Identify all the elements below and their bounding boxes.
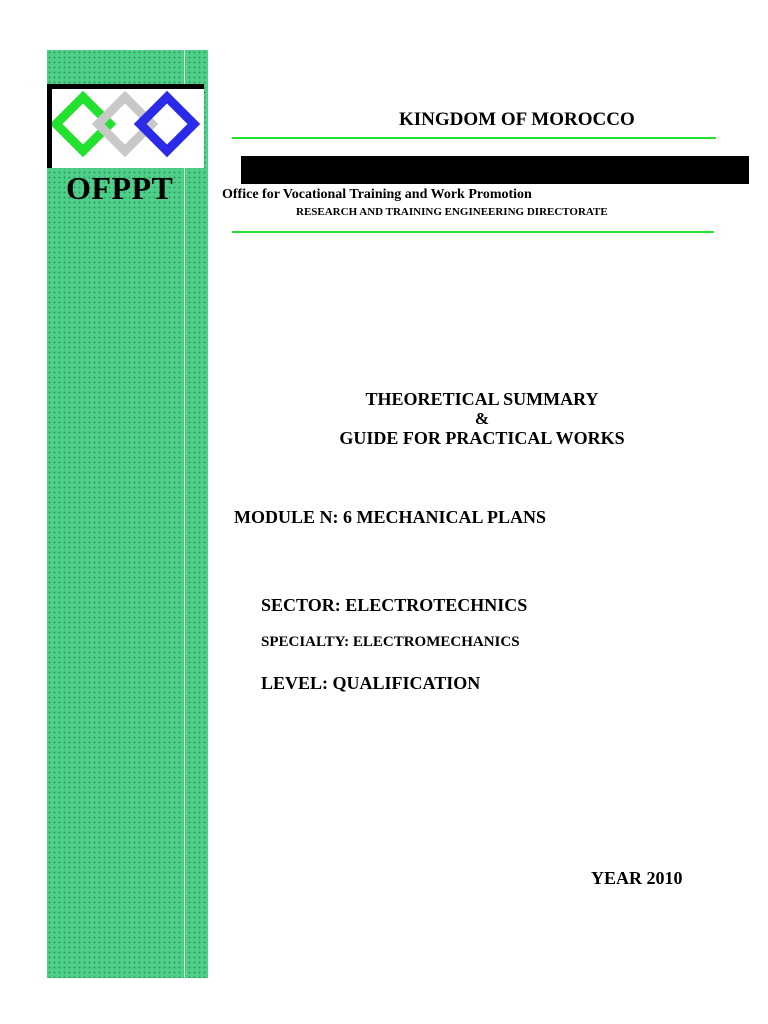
- black-header-bar: [241, 156, 749, 184]
- directorate-name: RESEARCH AND TRAINING ENGINEERING DIRECTORATE: [296, 206, 608, 218]
- document-title-ampersand: &: [474, 409, 490, 428]
- top-green-rule: [232, 137, 716, 139]
- office-name: Office for Vocational Training and Work Promotion: [222, 187, 532, 202]
- specialty-label: SPECIALTY: ELECTROMECHANICS: [261, 634, 520, 650]
- side-band-divider: [184, 50, 185, 978]
- document-title-line-1: THEORETICAL SUMMARY: [365, 389, 599, 409]
- ofppt-chain-logo-icon: [52, 89, 208, 167]
- logo-text: OFPPT: [66, 170, 174, 206]
- bottom-green-rule: [232, 231, 714, 233]
- document-title-line-3: GUIDE FOR PRACTICAL WORKS: [339, 428, 625, 448]
- module-label: MODULE N: 6 MECHANICAL PLANS: [234, 507, 547, 527]
- level-label: LEVEL: QUALIFICATION: [261, 673, 481, 693]
- country-heading: KINGDOM OF MOROCCO: [399, 109, 635, 130]
- sector-label: SECTOR: ELECTROTECHNICS: [261, 595, 528, 615]
- year-label: YEAR 2010: [591, 868, 683, 888]
